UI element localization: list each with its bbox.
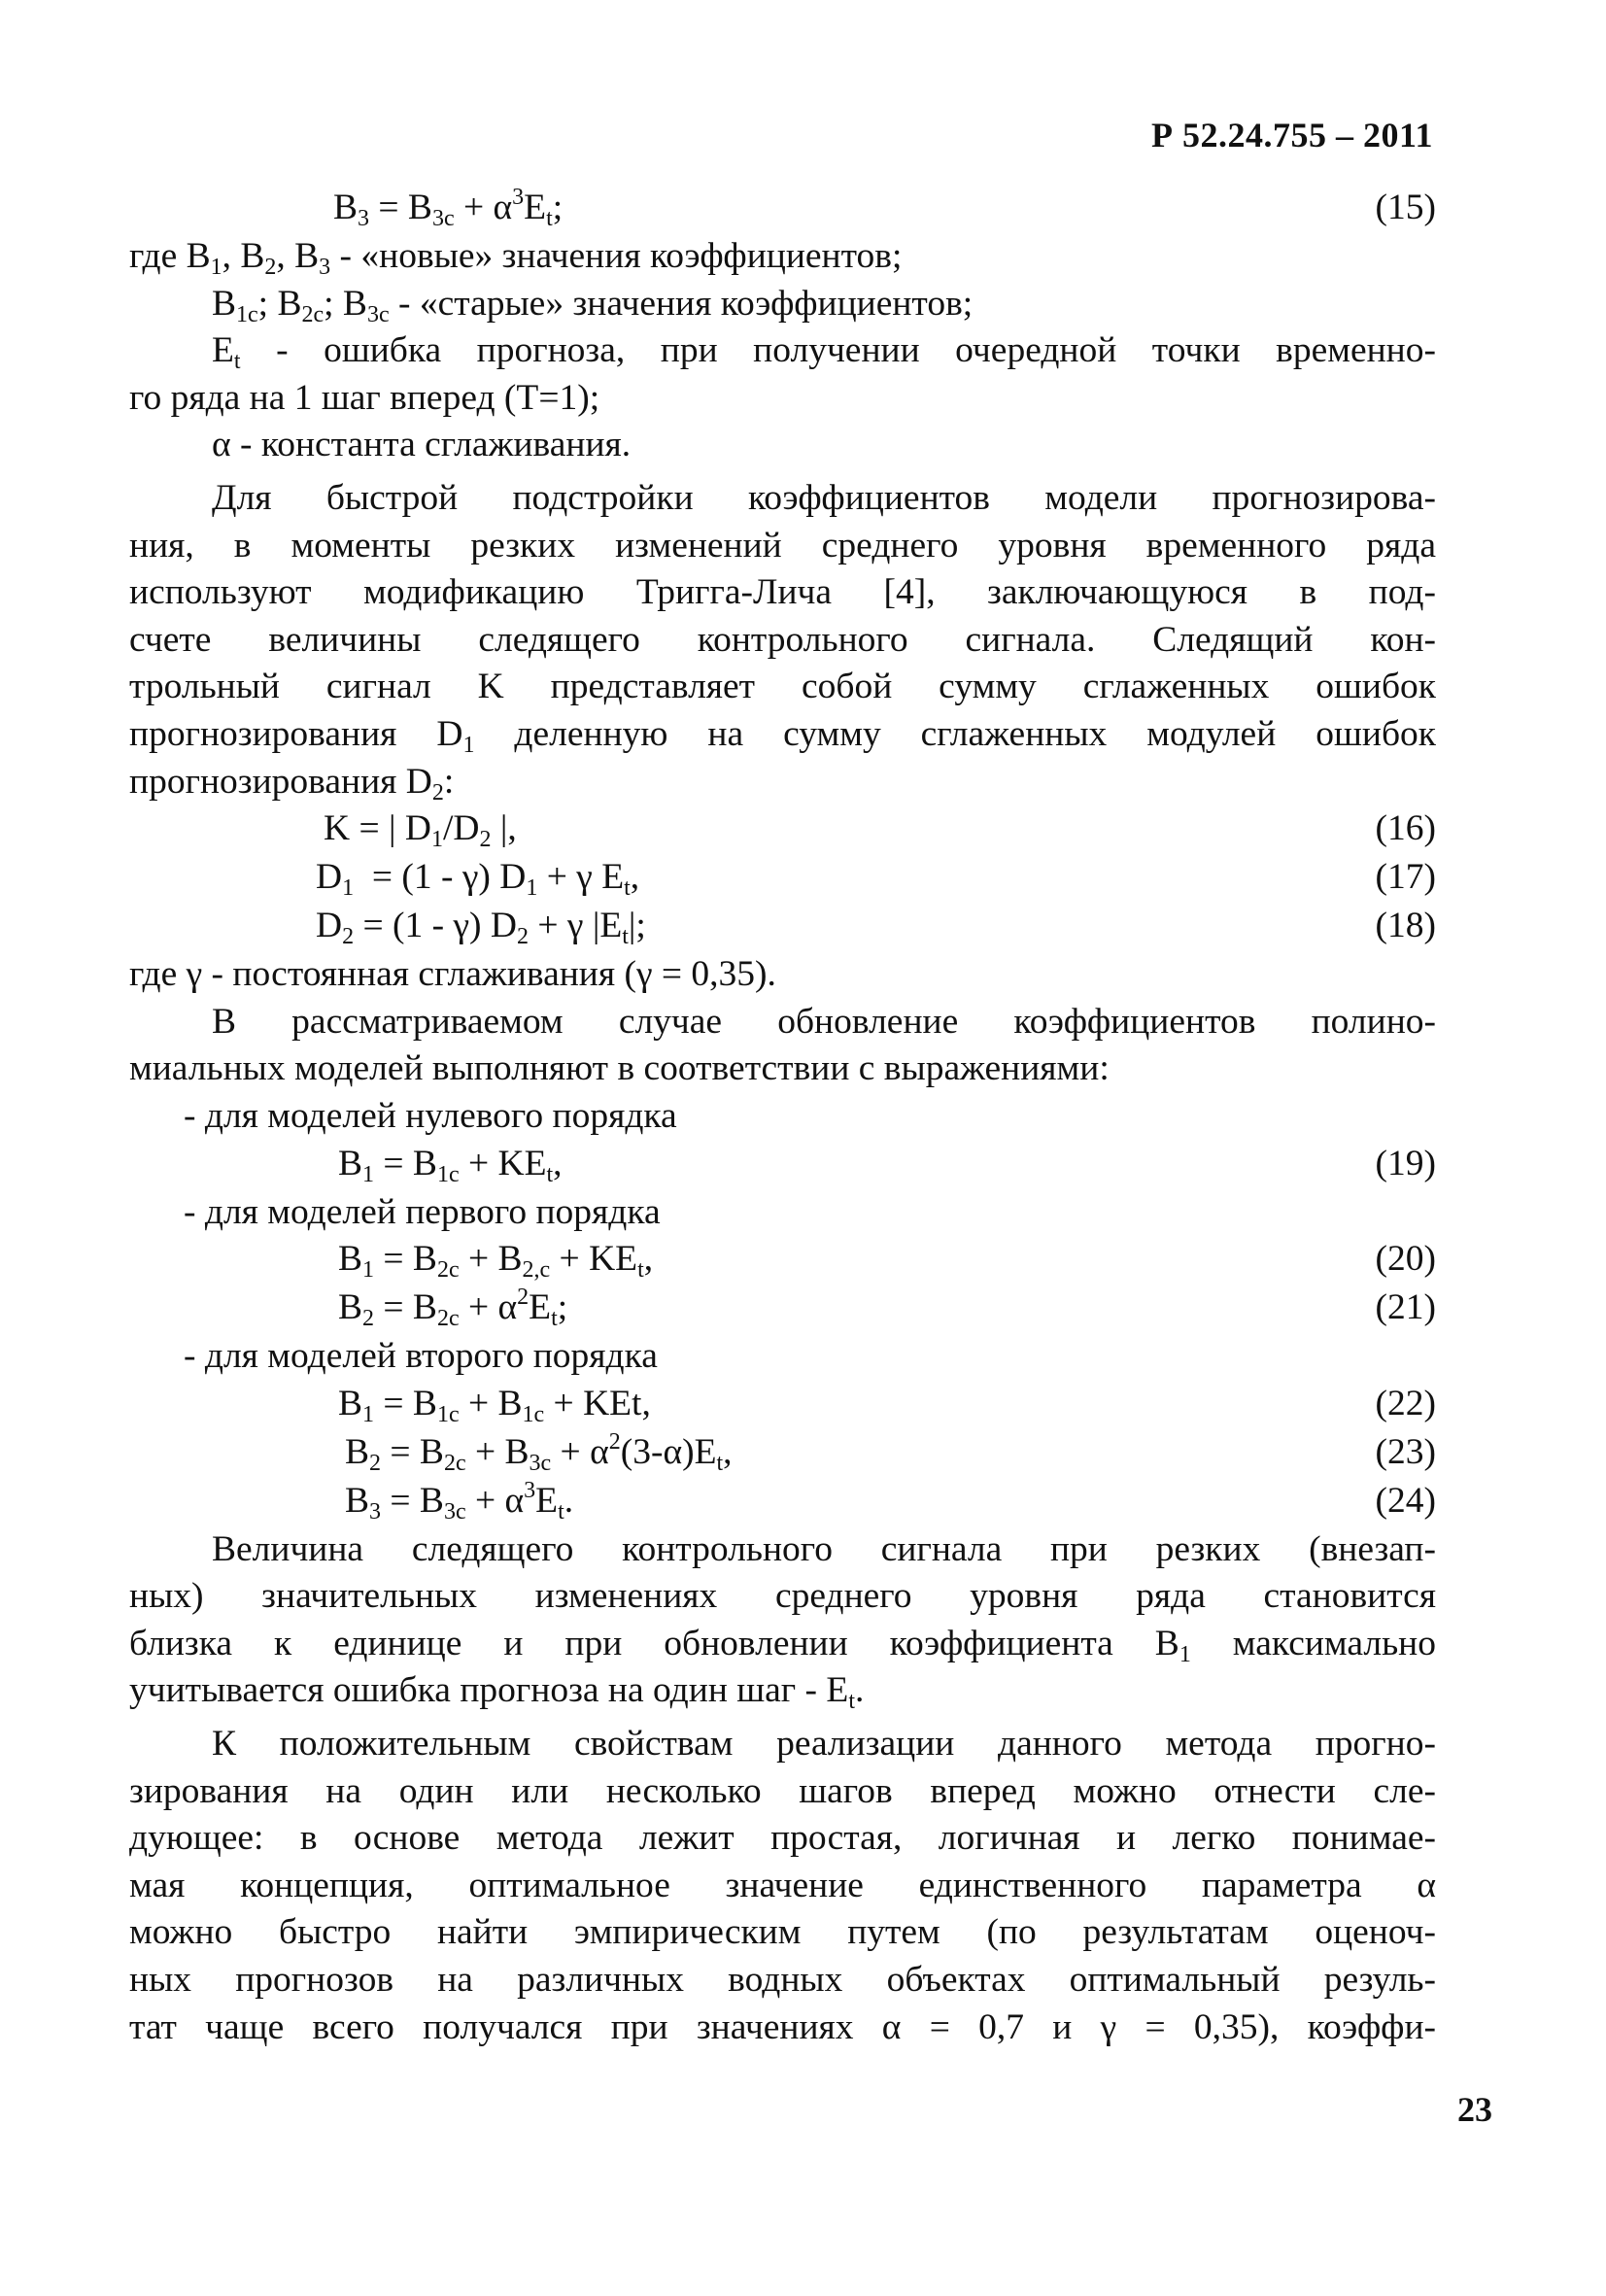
equation-22	[129, 1381, 1436, 1429]
formula: $B_3 = B_{3c} + \alpha^3E_t$.	[345, 1477, 574, 1525]
equation-19	[129, 1141, 1436, 1189]
paragraph-line: К положительным свойствам реализации данного метода прогно-	[212, 1724, 1436, 1765]
paragraph-line: прогнозирования $D_2$:	[129, 761, 455, 805]
paragraph-line: дующее: в основе метода лежит простая, логичная и легко понимае-	[129, 1818, 1436, 1859]
equation-number: (22)	[1375, 1383, 1436, 1423]
definition-et: $E_t$ - ошибка прогноза, при получении очередной точки временно-	[212, 330, 1436, 375]
formula: $B_3 = B_{3c} + \alpha^3E_t$;	[333, 185, 564, 231]
formula: $B_1 = B_{1c} + B_{1c}$ + KEt,	[338, 1383, 651, 1427]
paragraph-line: используют модификацию Тригга-Лича [4], заключающуюся в под-	[129, 572, 1436, 613]
list-item-second-order: - для моделей второго порядка	[184, 1336, 658, 1377]
equation-21	[129, 1285, 1436, 1333]
standard-header: Р 52.24.755 – 2011	[1150, 116, 1433, 154]
definition-gamma: где γ - постоянная сглаживания (γ = 0,35).	[129, 954, 776, 995]
paragraph-line: трольный сигнал K представляет собой сумму сглаженных ошибок	[129, 667, 1436, 707]
equation-17	[129, 854, 1436, 903]
paragraph-line: ных прогнозов на различных водных объектах оптимальный резуль-	[129, 1960, 1436, 2001]
paragraph-line: зирования на один или несколько шагов вперед можно отнести сле-	[129, 1770, 1436, 1811]
paragraph-line: прогнозирования $D_1$ деленную на сумму сглаженных модулей ошибок	[129, 713, 1436, 758]
definition-alpha: α - константа сглаживания.	[212, 425, 632, 465]
definition-b-new: где $B_1$, $B_2$, $B_3$ - «новые» значения коэффициентов;	[129, 236, 903, 280]
list-item-first-order: - для моделей первого порядка	[184, 1191, 661, 1232]
paragraph-line: ния, в моменты резких изменений среднего уровня временного ряда	[129, 525, 1436, 565]
equation-23	[129, 1429, 1436, 1478]
paragraph-line: можно быстро найти эмпирическим путем (по результатам оценоч-	[129, 1912, 1436, 1953]
formula: $B_1 = B_{2c} + B_{2,c} + KE_t$,	[338, 1239, 654, 1284]
equation-number: (21)	[1375, 1287, 1436, 1328]
equation-18	[129, 903, 1436, 951]
page-body	[129, 185, 1436, 2051]
equation-16	[129, 805, 1436, 854]
equation-number: (24)	[1375, 1480, 1436, 1521]
equation-15	[129, 185, 1436, 233]
paragraph-line: мая концепция, оптимальное значение единственного параметра α	[129, 1865, 1436, 1905]
paragraph-line: учитывается ошибка прогноза на один шаг - $E_t$.	[129, 1670, 865, 1715]
equation-number: (15)	[1375, 188, 1436, 227]
formula: K = | $D_1/D_2$ |,	[324, 808, 517, 853]
equation-20	[129, 1236, 1436, 1285]
equation-number: (17)	[1375, 857, 1436, 898]
equation-24	[129, 1478, 1436, 1526]
equation-number: (23)	[1375, 1431, 1436, 1472]
formula: $D_1 = (1 - \gamma) D_1 + \gamma$ $E_t$,	[316, 857, 640, 902]
formula: $D_2 = (1 - \gamma) D_2 + \gamma$ $|E_t|$;	[316, 906, 646, 950]
paragraph-line: тат чаще всего получался при значениях α = 0,7 и γ = 0,35), коэффи-	[129, 2006, 1436, 2047]
equation-number: (18)	[1375, 906, 1436, 946]
paragraph-line: близка к единице и при обновлении коэффициента $B_1$ максимально	[129, 1623, 1436, 1667]
paragraph-line: миальных моделей выполняют в соответствии с выражениями:	[129, 1048, 1110, 1089]
definition-b-old: $B_{1c}$; $B_{2c}$; $B_{3c}$ - «старые» значения коэффициентов;	[212, 283, 974, 327]
equation-number: (16)	[1375, 808, 1436, 849]
paragraph-line: ных) значительных изменениях среднего уровня ряда становится	[129, 1576, 1436, 1617]
paragraph-line: Для быстрой подстройки коэффициентов модели прогнозирова-	[212, 477, 1436, 518]
formula: $B_2 = B_{2c} + B_{3c} + \alpha^2(3-\alpha)E_t$,	[345, 1428, 733, 1476]
paragraph-line: счете величины следящего контрольного сигнала. Следящий кон-	[129, 619, 1436, 660]
equation-number: (20)	[1375, 1239, 1436, 1280]
paragraph-line: Величина следящего контрольного сигнала при резких (внезап-	[212, 1528, 1436, 1569]
formula: $B_2 = B_{2c} + \alpha^2E_t$;	[338, 1285, 568, 1332]
equation-number: (19)	[1375, 1143, 1436, 1183]
formula: $B_1 = B_{1c} + KE_t$,	[338, 1143, 563, 1187]
page-number: 23	[1457, 2090, 1492, 2129]
definition-et-cont: го ряда на 1 шаг вперед (T=1);	[129, 377, 600, 418]
list-item-zero-order: - для моделей нулевого порядка	[184, 1095, 677, 1136]
paragraph-line: В рассматриваемом случае обновление коэффициентов полино-	[212, 1001, 1436, 1042]
